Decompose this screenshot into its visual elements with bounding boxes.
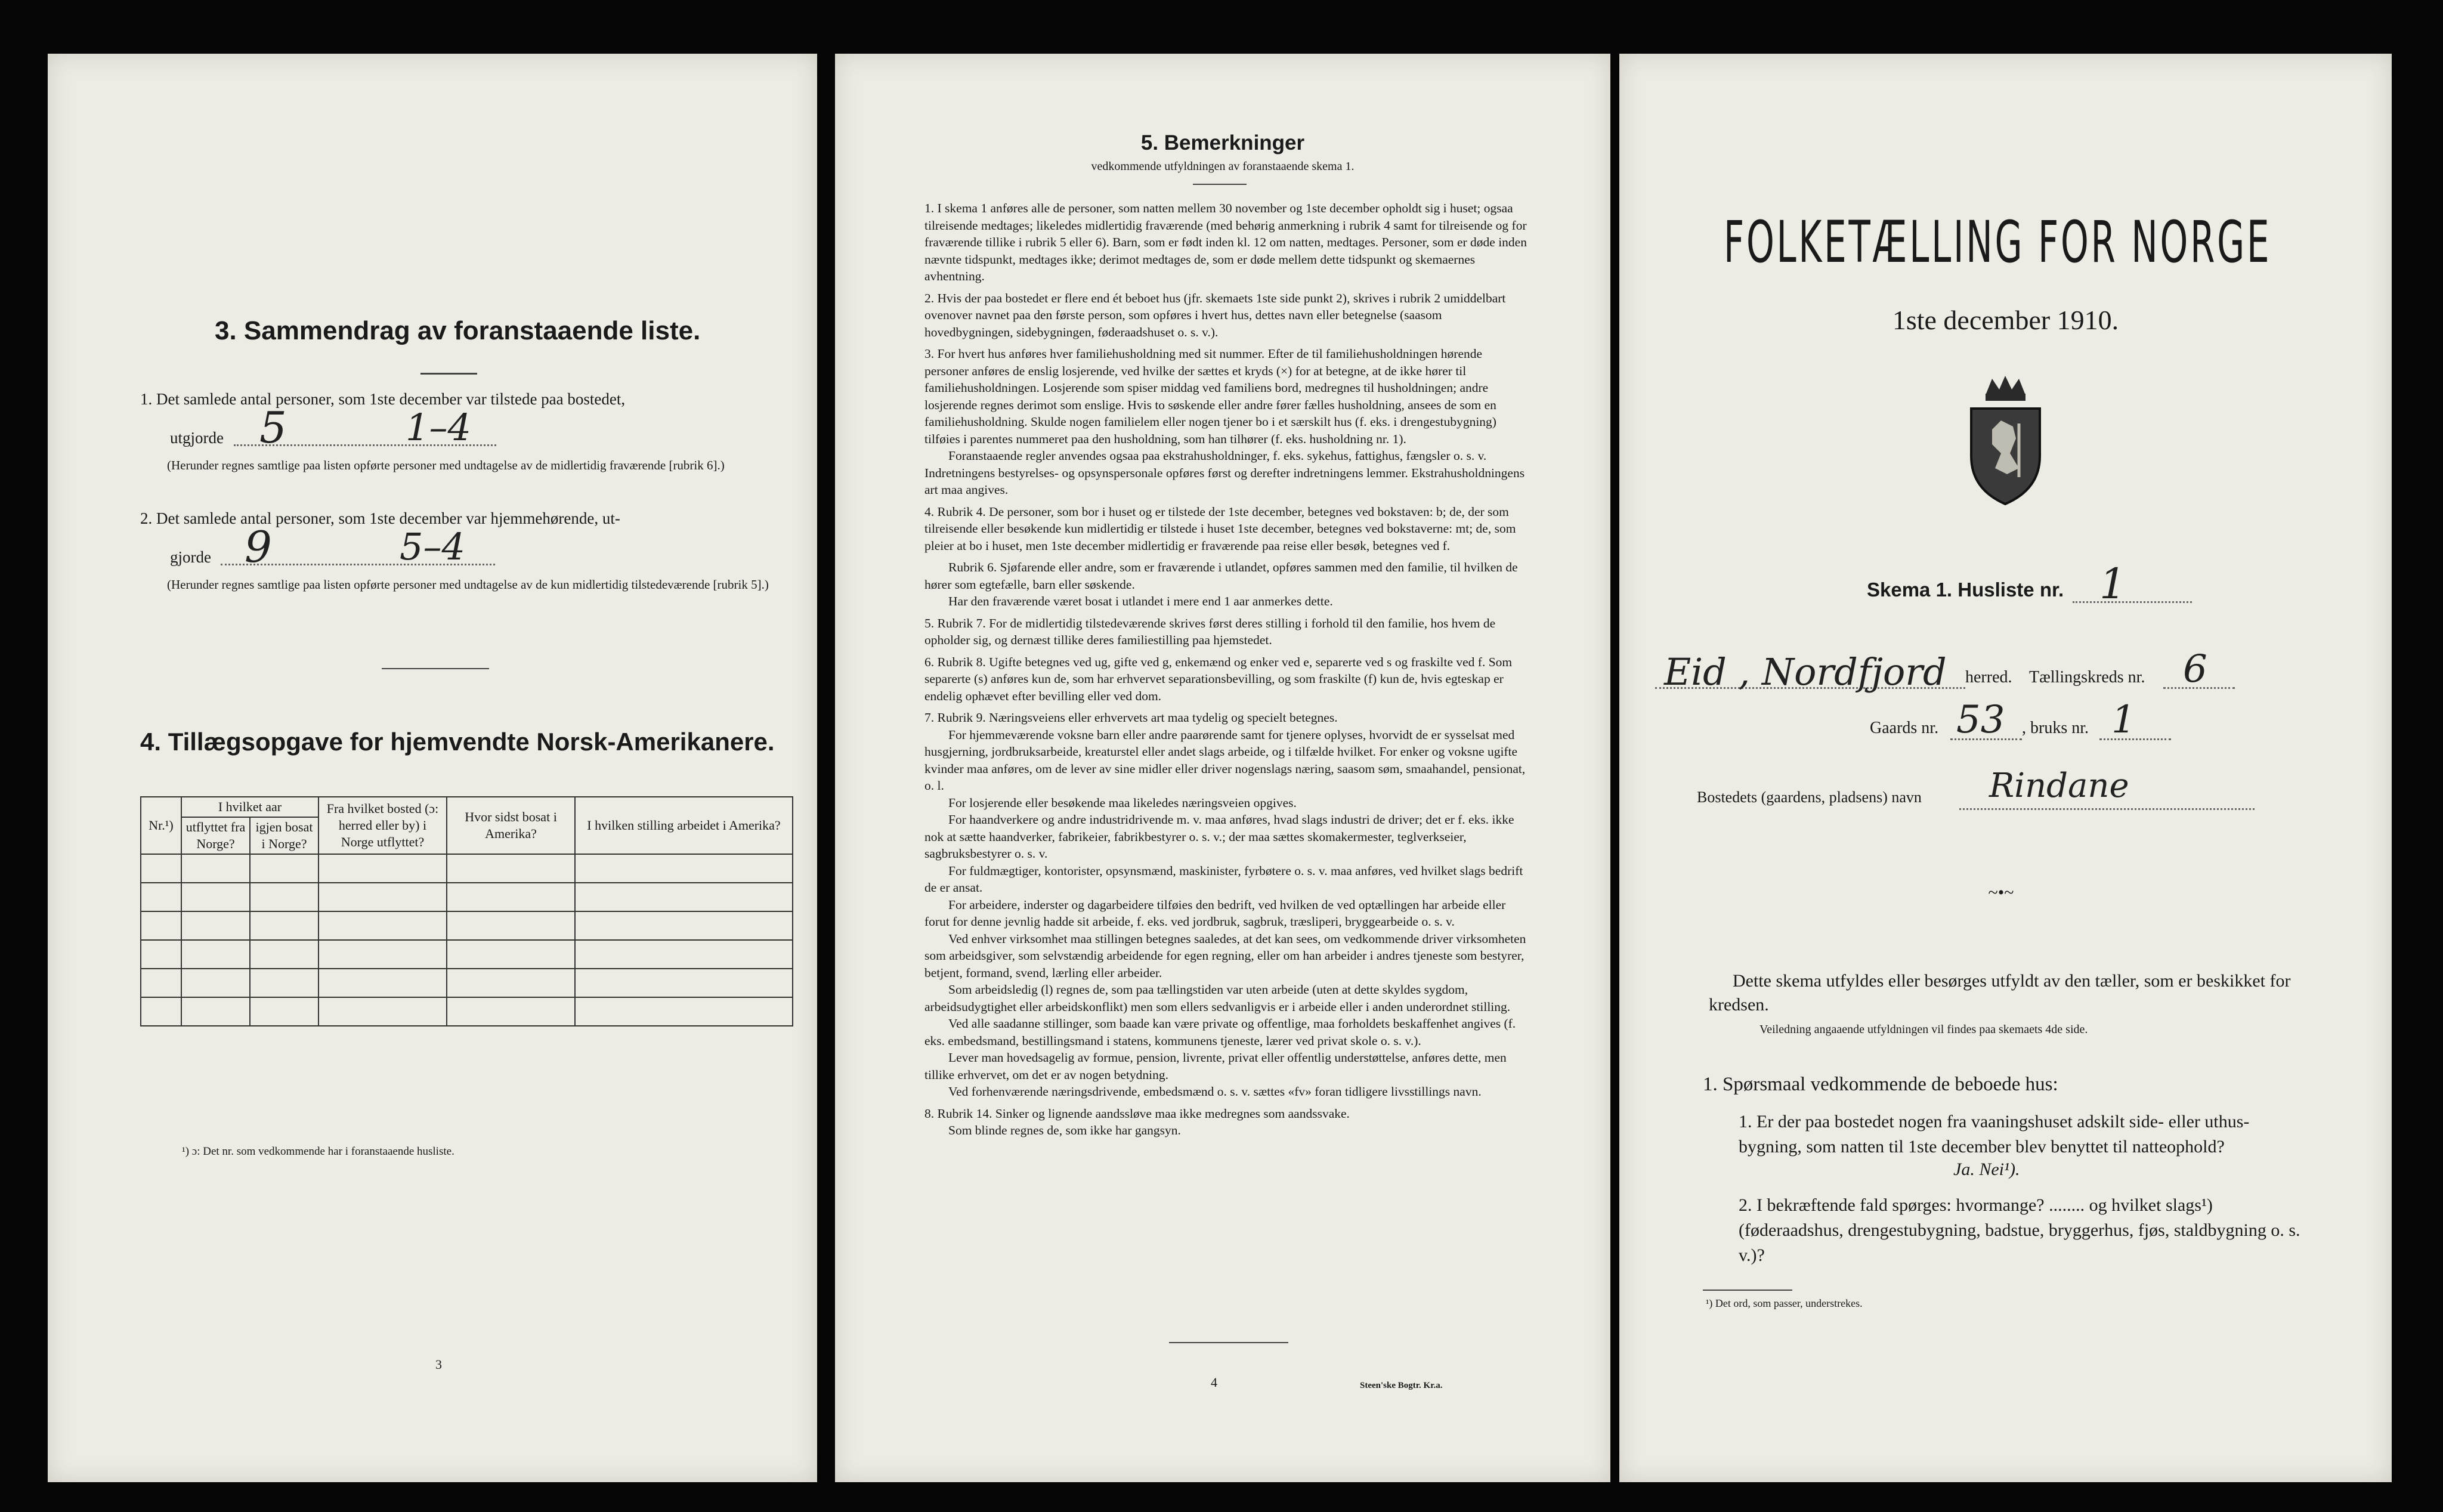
divider (382, 668, 489, 669)
kreds-label: Tællingskreds nr. (2029, 668, 2145, 687)
remarks-subtitle: vedkommende utfyldningen av foranstaaende skema 1. (1091, 160, 1355, 173)
item-1-annotation: 1–4 (406, 406, 471, 449)
page-number: 4 (1211, 1375, 1217, 1390)
remarks-body (924, 200, 1527, 1139)
guidance-text: Veiledning angaaende utfyldningen vil findes paa skemaets 4de side. (1759, 1023, 2088, 1036)
printer-mark: Steen'ske Bogtr. Kr.a. (1360, 1381, 1443, 1390)
remark-paragraph: Som arbeidsledig (l) regnes de, som paa tællingstiden var uten arbeide (uten at dette skyldes sygdom, arbeidsudygtighet eller arbeidskonflikt) men som ellers sedvanligvis er i arbeide eller i anden underordnet stilling. (924, 982, 1511, 1014)
remark-paragraph: Lever man hovedsagelig av formue, pension, livrente, privat eller offentlig understøttelse, anføres dette, men tillike erhvervet, om det er av nogen betydning. (924, 1050, 1507, 1082)
remark-paragraph: For hjemmeværende voksne barn eller andre paarørende samt for tjenere oplyses, hvorvidt de er sysselsat med husgjerning, jordbruksarbeide, kreaturstel eller andet slags arbeide, og i tilfælde hvilket. For enker og voksne ugifte kvinder maa anføres, om de lever av sine midler eller driver nogenslags næring, saasom søm, smaahandel, pensionat, o. l. (924, 727, 1526, 793)
divider (420, 373, 477, 375)
herred-label: herred. (1965, 668, 2012, 687)
item-2-note: (Herunder regnes samtlige paa listen opførte personer med undtagelse av de kun midlertidig tilstedeværende [rubrik 5].) (167, 577, 769, 592)
bosted-line (1959, 808, 2255, 810)
bruks-label: , bruks nr. (2022, 719, 2089, 737)
remark-paragraph: 1. I skema 1 anføres alle de personer, som natten mellem 30 november og 1ste december opholdt sig i huset; ogsaa tilreisende medtages; likeledes midlertidig fraværende (med behørig anmerkning i rubrik 4 samt for tilreisende og for fraværende tillike i rubrik 5 eller 6). Barn, som er født inden kl. 12 om natten, medtages. Personer, som er døde inden nævnte tidspunkt, medtages ikke; derimot medtages de, som er døde mellem dette tidspunkt og skemaernes avhentning. (924, 201, 1527, 283)
table-row (141, 997, 793, 1026)
gaards-label: Gaards nr. (1870, 719, 1939, 737)
schema-label: Skema 1. Husliste nr. (1867, 579, 2064, 601)
col-back: igjen bosat i Norge? (250, 817, 318, 854)
remark-paragraph: 2. Hvis der paa bostedet er flere end ét beboet hus (jfr. skemaets 1ste side punkt 2), skrives i rubrik 2 umiddelbart ovenover navnet paa den første person, som opføres i hvert hus, dettes navn eller betegnelse (saasom hovedbygningen, sidebygningen, føderaadshuset o. s. v.). (924, 290, 1506, 339)
bosted-value: Rindane (1989, 766, 2129, 805)
herred-value: Eid , Nordfjord (1664, 650, 1947, 694)
remark-paragraph: For haandverkere og andre industridrivende m. v. maa anføres, hvad slags industri de driver; det er f. eks. ikke nok at sætte haandverker, fabrikeier, fabrikbestyrer o. s. v.; der maa sættes skomakermester, teglverkseier, sagbruksbestyrer o. s. v. (924, 812, 1514, 861)
remark-paragraph: Foranstaaende regler anvendes ogsaa paa ekstrahusholdninger, f. eks. sykehus, fattighus, fængsler o. s. v. Indretningens bestyrelses- og opsynspersonale opføres først og derefter indretningens lemmer. Ekstrahusholdningens art maa angives. (924, 449, 1525, 497)
remarks-title: 5. Bemerkninger (1140, 131, 1305, 154)
table-row (141, 883, 793, 911)
kreds-value: 6 (2183, 647, 2207, 691)
remark-paragraph: For losjerende eller besøkende maa likeledes næringsveien opgives. (948, 795, 1297, 810)
census-title: FOLKETÆLLING FOR NORGE (1724, 209, 2272, 276)
item-2-annotation: 5–4 (400, 525, 465, 568)
questions-heading: 1. Spørsmaal vedkommende de beboede hus: (1703, 1074, 2058, 1095)
remark-paragraph: 5. Rubrik 7. For de midlertidig tilstedeværende skrives først deres stilling i forhold til den familie, hos hvem de opholder sig, og dernæst tillike deres familiestilling paa hjemstedet. (924, 616, 1496, 647)
divider (1703, 1290, 1792, 1291)
section-4-title: 4. Tillægsopgave for hjemvendte Norsk-Amerikanere. (140, 728, 775, 756)
page1-footnote: ¹) Det ord, som passer, understrekes. (1706, 1297, 1863, 1309)
norsk-amerikanere-table (140, 796, 793, 1026)
table-row (141, 969, 793, 997)
table-row (141, 854, 793, 883)
col-job: I hvilken stilling arbeidet i Amerika? (575, 797, 793, 854)
page-number: 3 (435, 1357, 442, 1372)
remark-paragraph: Ved forhenværende næringsdrivende, embedsmænd o. s. v. sættes «fv» foran tidligere livsstillings navn. (948, 1084, 1482, 1099)
col-nr: Nr.¹) (141, 797, 181, 854)
col-from: Fra hvilket bosted (ɔ: herred eller by) i Norge utflyttet? (318, 797, 447, 854)
remark-paragraph: For arbeidere, inderster og dagarbeidere tilføies den bedrift, ved hvilken de ved optællingen har arbeide eller forut for denne jevnlig hadde sit arbeide, f. eks. ved jordbruk, sagbruk, træsliperi, bryggearbeide o. s. v. (924, 897, 1506, 929)
remark-paragraph: Som blinde regnes de, som ikke har gangsyn. (948, 1123, 1181, 1137)
col-group-year: I hvilket aar (181, 797, 318, 817)
husliste-line (2073, 601, 2192, 603)
remark-paragraph: Rubrik 6. Sjøfarende eller andre, som er fraværende i utlandet, opføres sammen med den familie, til hvilken de hører som egtefælle, barn eller søskende. (924, 560, 1518, 592)
question-2: 2. I bekræftende fald spørges: hvormange? ........ og hvilket slags¹) (føderaadshus, drengestubygning, badstue, bryggerhus, fjøs, staldbygning o. s. v.)? (1739, 1195, 2300, 1265)
page-3 (48, 54, 817, 1482)
census-date: 1ste december 1910. (1892, 305, 2119, 335)
divider (1193, 184, 1247, 185)
remark-paragraph: For fuldmægtiger, kontorister, opsynsmænd, maskinister, fyrbøtere o. s. v. maa anføres, ved hvilket slags bedrift de er ansat. (924, 863, 1523, 895)
remark-paragraph: 7. Rubrik 9. Næringsveiens eller erhvervets art maa tydelig og specielt betegnes. (924, 710, 1338, 725)
question-1: 1. Er der paa bostedet nogen fra vaaningshuset adskilt side- eller uthus-bygning, som natten til 1ste december blev benyttet til natteophold? (1739, 1112, 2250, 1157)
remark-paragraph: 3. For hvert hus anføres hver familiehusholdning med sit nummer. Efter de til familiehusholdningen hørende personer anføres de enslig losjerende, ved hvilke der sættes et kryds (×) for at betegne, at de ikke hører til familiehusholdningen. Losjerende som spiser middag ved familiens bord, medregnes til husholdningen; andre losjerende regnes derimot som enslige. Hvis to søskende eller andre fører fælles husholdning, ansees de som en familiehusholdning. Skulde nogen familielem eller nogen tjener bo i et særskilt hus (f. eks. i drengestubygning) tilføies i parentes nummeret paa den husholdning, som han tilhører (f. eks. husholdning nr. 1). (924, 347, 1496, 446)
item-1-text: 1. Det samlede antal personer, som 1ste december var tilstede paa bostedet, (140, 390, 626, 408)
husliste-value: 1 (2099, 559, 2126, 608)
remark-paragraph: 4. Rubrik 4. De personer, som bor i huset og er tilstede der 1ste december, betegnes ved bokstaven: b; de, der som tilreisende eller besøkende kun midlertidig er tilstede i huset 1ste december, betegnes ved bokstaverne: mt; de, som pleier at bo i huset, men 1ste december midlertidig er fraværende paa reise eller besøk, betegnes ved f. (924, 504, 1516, 553)
remark-paragraph: Ved enhver virksomhet maa stillingen betegnes saaledes, at det kan sees, om vedkommende driver virksomheten som arbeidsgiver, som selvstændig arbeidende for egen regning, eller om han arbeider i andres tjeneste som bestyrer, betjent, formand, svend, lærling eller arbeider. (924, 931, 1526, 980)
page-1 (1619, 54, 2392, 1482)
intro-text: Dette skema utfyldes eller besørges utfyldt av den tæller, som er beskikket for kredsen. (1709, 971, 2291, 1015)
gaards-value: 53 (1956, 698, 2005, 742)
col-out: utflyttet fra Norge? (181, 817, 250, 854)
item-1-value: 5 (259, 403, 287, 453)
page-4 (835, 54, 1610, 1482)
coat-of-arms-icon (1959, 373, 2052, 510)
remark-paragraph: Ved alle saadanne stillinger, som baade kan være private og offentlige, maa forholdets beskaffenhet angives (f. eks. embedsmand, bestillingsmand i statens, kommunens tjeneste, lærer ved privat skole o. s. v.). (924, 1016, 1516, 1048)
bruks-value: 1 (2111, 698, 2136, 742)
item-1-prefix: utgjorde (170, 429, 224, 447)
ornament-divider: ~•~ (1988, 883, 2014, 902)
col-where: Hvor sidst bosat i Amerika? (447, 797, 575, 854)
item-2-value: 9 (245, 522, 272, 572)
question-1-answer: Ja. Nei¹). (1953, 1159, 2020, 1179)
item-2-text: 2. Det samlede antal personer, som 1ste december var hjemmehørende, ut- (140, 509, 620, 527)
divider (1169, 1342, 1288, 1343)
item-1-note: (Herunder regnes samtlige paa listen opførte personer med undtagelse av de midlertidig fraværende [rubrik 6].) (167, 458, 725, 472)
remark-paragraph: 8. Rubrik 14. Sinker og lignende aandssløve maa ikke medregnes som aandssvake. (924, 1106, 1350, 1121)
table-row (141, 940, 793, 969)
table-footnote: ¹) ɔ: Det nr. som vedkommende har i foranstaaende husliste. (182, 1145, 454, 1158)
section-3-title: 3. Sammendrag av foranstaaende liste. (215, 316, 701, 345)
table-row (141, 911, 793, 940)
bosted-label: Bostedets (gaardens, pladsens) navn (1697, 789, 1922, 806)
item-2-prefix: gjorde (170, 548, 211, 566)
remark-paragraph: Har den fraværende været bosat i utlandet i mere end 1 aar anmerkes dette. (948, 594, 1333, 608)
remark-paragraph: 6. Rubrik 8. Ugifte betegnes ved ug, gifte ved g, enkemænd og enker ved e, separerte ved s og fraskilte ved f. Som separerte (s) anføres kun de, som har erhvervet separationsbevilling, og som fraskilte (f) kun de, hvis egteskap er endelig ophævet efter bevilling eller ved dom. (924, 654, 1513, 703)
